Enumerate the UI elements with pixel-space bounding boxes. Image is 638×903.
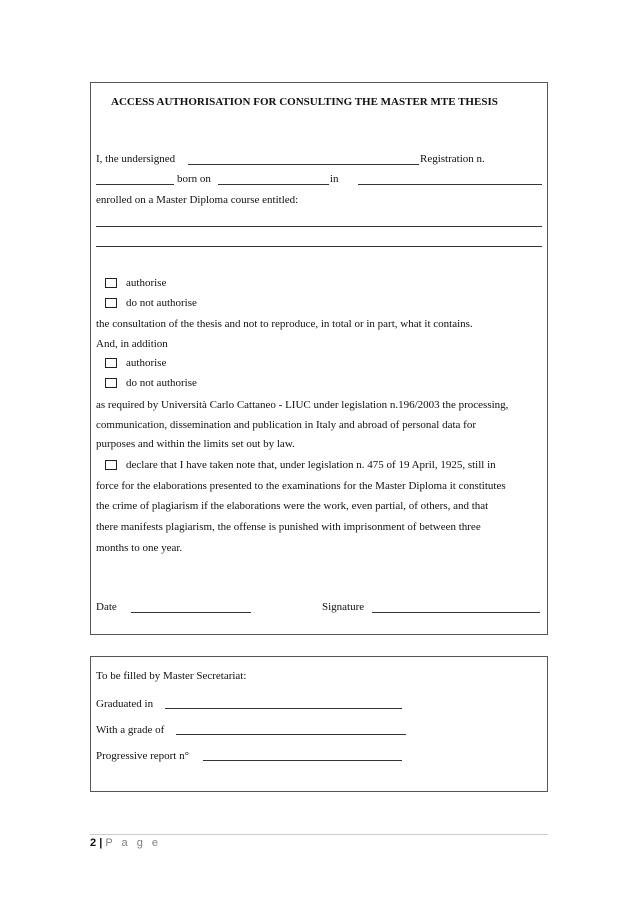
progressive-report-field[interactable] — [203, 760, 402, 761]
progressive-report-label: Progressive report n° — [96, 750, 189, 762]
footer-separator: | — [99, 837, 103, 849]
do-not-authorise-processing-label: do not authorise — [126, 377, 197, 389]
authorise-processing-checkbox[interactable] — [105, 358, 117, 368]
processing-text-line: as required by Università Carlo Cattaneo - LIUC under legislation n.196/2003 the processing, — [96, 399, 509, 411]
declare-text-line: declare that I have taken note that, under legislation n. 475 of 19 April, 1925, still in — [126, 459, 496, 471]
do-not-authorise-processing-checkbox[interactable] — [105, 378, 117, 388]
born-on-label: born on — [177, 173, 211, 185]
undersigned-field[interactable] — [188, 164, 419, 165]
enrolled-label: enrolled on a Master Diploma course entitled: — [96, 194, 299, 206]
graduated-label: Graduated in — [96, 698, 154, 710]
processing-text-line: communication, dissemination and publication in Italy and abroad of personal data for — [96, 419, 477, 431]
processing-text-line: purposes and within the limits set out by law. — [96, 438, 295, 450]
grade-field[interactable] — [176, 734, 406, 735]
declare-text-line: the crime of plagiarism if the elaborations were the work, even partial, of others, and that — [96, 500, 489, 512]
signature-label: Signature — [322, 601, 365, 613]
course-title-field-2[interactable] — [96, 246, 542, 247]
page-footer — [90, 836, 161, 850]
authorise-label: authorise — [126, 277, 167, 289]
course-title-field-1[interactable] — [96, 226, 542, 227]
date-field[interactable] — [131, 612, 251, 613]
in-addition-text: And, in addition — [96, 338, 168, 350]
undersigned-label: I, the undersigned — [96, 153, 176, 165]
in-label: in — [330, 173, 339, 185]
footer-rule — [90, 834, 548, 835]
registration-label: Registration n. — [420, 153, 485, 165]
date-label: Date — [96, 601, 117, 613]
page-number: 2 — [90, 837, 97, 849]
name-continuation-field[interactable] — [96, 184, 174, 185]
signature-field[interactable] — [372, 612, 540, 613]
authorise-checkbox[interactable] — [105, 278, 117, 288]
birth-date-field[interactable] — [218, 184, 329, 185]
graduated-field[interactable] — [165, 708, 402, 709]
page-label: P a g e — [105, 837, 161, 849]
declare-text-line: there manifests plagiarism, the offense is punished with imprisonment of between three — [96, 521, 481, 533]
declare-text-line: force for the elaborations presented to the examinations for the Master Diploma it constitutes — [96, 480, 506, 492]
authorise-processing-label: authorise — [126, 357, 167, 369]
do-not-authorise-checkbox[interactable] — [105, 298, 117, 308]
consultation-text: the consultation of the thesis and not to reproduce, in total or in part, what it contains. — [96, 318, 473, 330]
declare-checkbox[interactable] — [105, 460, 117, 470]
grade-label: With a grade of — [96, 724, 165, 736]
birth-place-field[interactable] — [358, 184, 542, 185]
form-title: ACCESS AUTHORISATION FOR CONSULTING THE MASTER MTE THESIS — [111, 96, 498, 108]
secretariat-heading: To be filled by Master Secretariat: — [96, 670, 247, 682]
do-not-authorise-label: do not authorise — [126, 297, 197, 309]
declare-text-line: months to one year. — [96, 542, 183, 554]
